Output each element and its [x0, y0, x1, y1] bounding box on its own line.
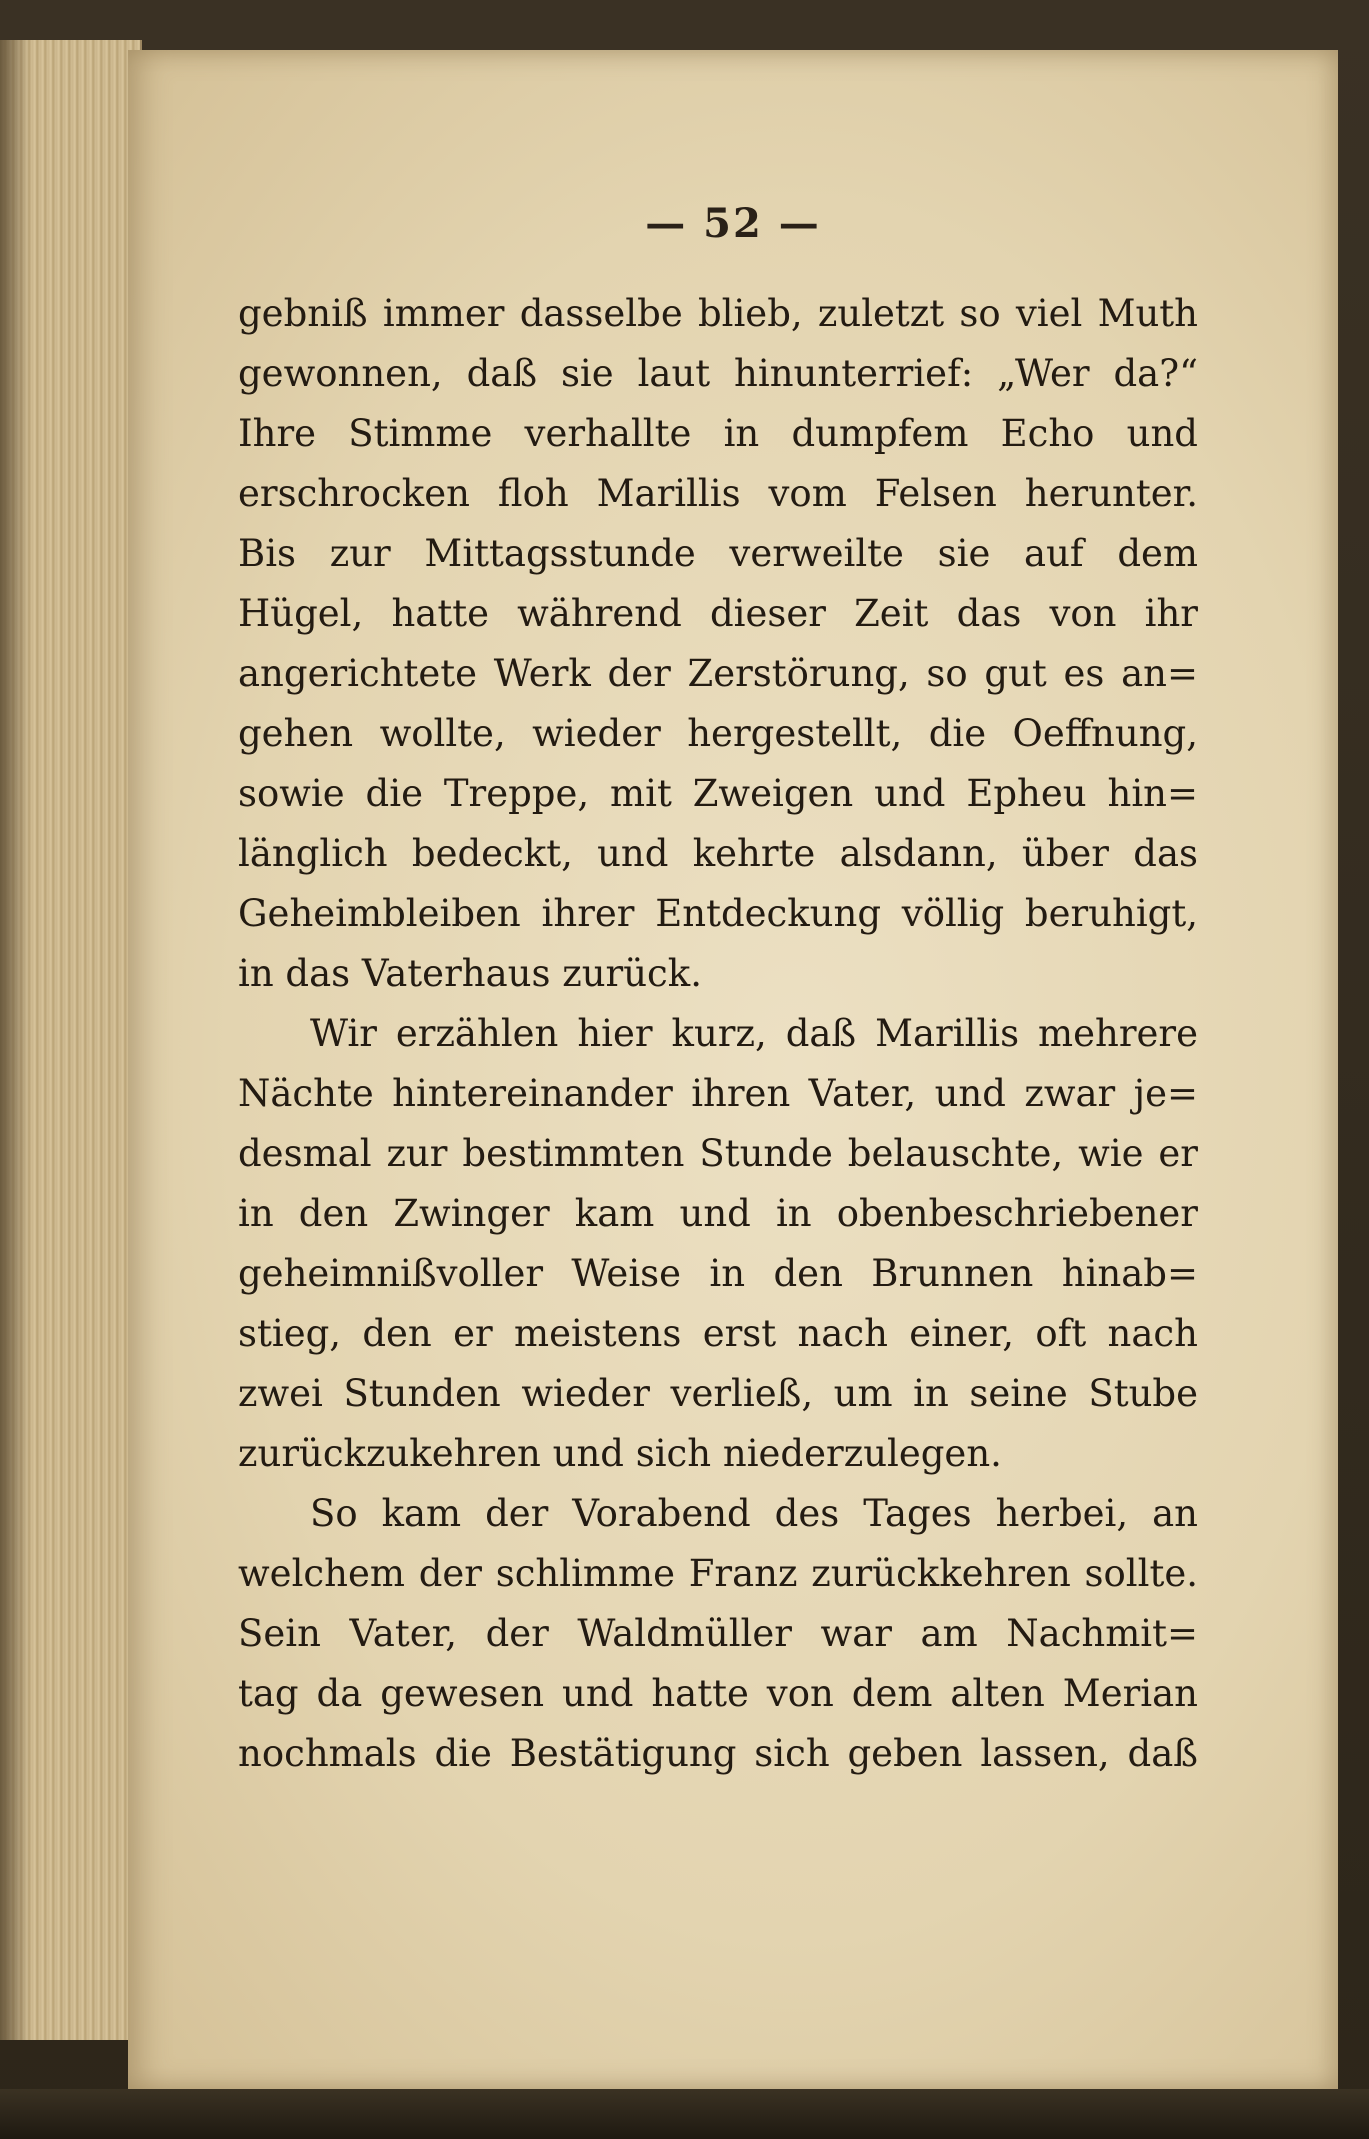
text-line: Wir erzählen hier kurz, daß Marillis mehrere	[310, 1012, 1198, 1055]
text-line: gehen wollte, wieder hergestellt, die Oeffnung,	[238, 712, 1198, 755]
text-line: Bis zur Mittagsstunde verweilte sie auf dem	[238, 532, 1198, 575]
text-line: nochmals die Bestätigung sich geben lassen, daß	[238, 1732, 1198, 1775]
text-line: Geheimbleiben ihrer Entdeckung völlig beruhigt,	[238, 892, 1198, 935]
body-text	[238, 284, 1198, 1784]
text-line: stieg, den er meistens erst nach einer, oft nach	[238, 1312, 1198, 1355]
text-line: welchem der schlimme Franz zurückkehren sollte.	[238, 1552, 1198, 1595]
text-line: gewonnen, daß sie laut hinunterrief: „Wer da?“	[238, 352, 1198, 395]
text-line: länglich bedeckt, und kehrte alsdann, über das	[238, 832, 1198, 875]
page-number: — 52 —	[645, 200, 821, 247]
text-line: zwei Stunden wieder verließ, um in seine Stube	[238, 1372, 1198, 1415]
text-line: Nächte hintereinander ihren Vater, und zwar je=	[238, 1072, 1198, 1115]
text-line: in das Vaterhaus zurück.	[238, 952, 702, 995]
text-line: desmal zur bestimmten Stunde belauschte, wie er	[238, 1132, 1198, 1175]
text-line: Sein Vater, der Waldmüller war am Nachmit=	[238, 1612, 1198, 1655]
text-line: sowie die Treppe, mit Zweigen und Epheu hin=	[238, 772, 1198, 815]
bottom-cover-edge	[0, 2089, 1369, 2139]
text-line: angerichtete Werk der Zerstörung, so gut es an=	[238, 652, 1198, 695]
text-line: So kam der Vorabend des Tages herbei, an	[310, 1492, 1198, 1535]
text-line: Ihre Stimme verhallte in dumpfem Echo und	[238, 412, 1198, 455]
text-line: in den Zwinger kam und in obenbeschriebener	[238, 1192, 1198, 1235]
text-line: tag da gewesen und hatte von dem alten Merian	[238, 1672, 1198, 1715]
text-line: erschrocken floh Marillis vom Felsen herunter.	[238, 472, 1198, 515]
text-line: geheimnißvoller Weise in den Brunnen hinab=	[238, 1252, 1198, 1295]
page-edge-shadow	[0, 40, 30, 2040]
page-edges	[0, 40, 142, 2040]
text-line: gebniß immer dasselbe blieb, zuletzt so viel Muth	[238, 292, 1198, 335]
text-line: zurückzukehren und sich niederzulegen.	[238, 1432, 1002, 1475]
text-line: Hügel, hatte während dieser Zeit das von ihr	[238, 592, 1198, 635]
